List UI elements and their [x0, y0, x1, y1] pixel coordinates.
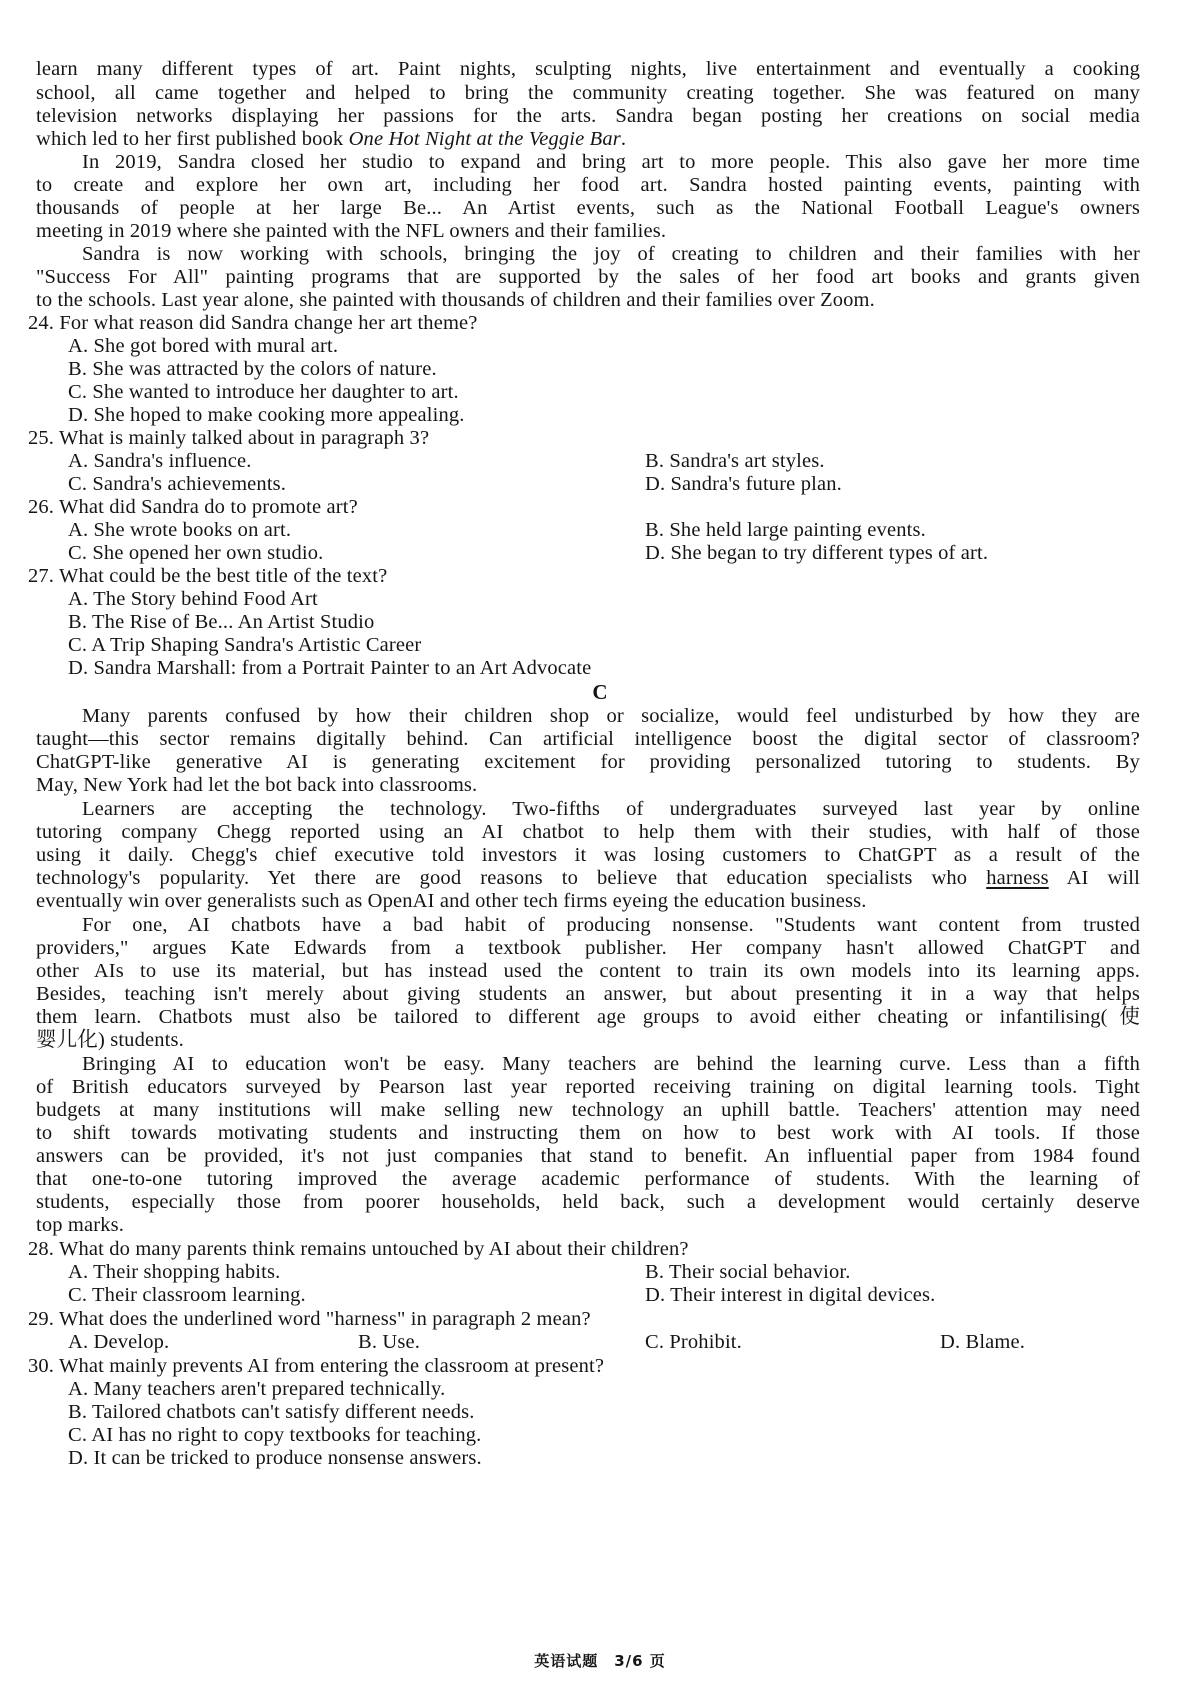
passage-line: Many parents confused by how their children shop or socialize, would feel undisturbed by how they are — [82, 705, 1140, 727]
question-24 — [28, 311, 1132, 335]
question-26 — [28, 495, 1132, 519]
passage-line: Learners are accepting the technology. Two-fifths of undergraduates surveyed last year by online — [82, 798, 1140, 820]
option: B. Use. — [358, 1331, 420, 1353]
passage-line: learn many different types of art. Paint nights, sculpting nights, live entertainment and eventually a cooking — [36, 58, 1140, 80]
passage-line: to create and explore her own art, including her food art. Sandra hosted painting events, painting with — [36, 174, 1140, 196]
option: C. Their classroom learning. — [68, 1284, 306, 1306]
line-text: technology's popularity. Yet there are good reasons to believe that education specialists who — [36, 867, 987, 889]
passage-line: them learn. Chatbots must also be tailored to different age groups to avoid either cheating or infantilising(使 — [36, 1006, 1140, 1028]
passage-line: providers," argues Kate Edwards from a textbook publisher. Her company hasn't allowed ChatGPT and — [36, 937, 1140, 959]
passage-line: For one, AI chatbots have a bad habit of producing nonsense. "Students want content from trusted — [82, 914, 1140, 936]
passage-line: using it daily. Chegg's chief executive told investors it was losing customers to ChatGPT as a result of the — [36, 844, 1140, 866]
question-stem: What is mainly talked about in paragraph 3? — [58, 427, 430, 449]
question-stem: What does the underlined word "harness" in paragraph 2 mean? — [58, 1308, 591, 1330]
question-stem: What mainly prevents AI from entering the classroom at present? — [58, 1355, 605, 1377]
passage-line: 婴儿化) students. — [36, 1029, 184, 1051]
question-number: 30. — [28, 1355, 55, 1377]
passage-line: that one-to-one tutoring improved the average academic performance of students. With the learning of — [36, 1168, 1140, 1190]
passage-line: Besides, teaching isn't merely about giving students an answer, but about presenting it in a way that helps — [36, 983, 1140, 1005]
option: B. She held large painting events. — [645, 519, 926, 541]
passage-line — [36, 127, 1140, 151]
passage-line: thousands of people at her large Be... An Artist events, such as the National Football League's owners — [36, 197, 1140, 219]
option: C. AI has no right to copy textbooks for teaching. — [68, 1424, 482, 1446]
line-text: AI will — [1048, 867, 1141, 889]
question-stem: What did Sandra do to promote art? — [58, 496, 358, 518]
option: D. Sandra's future plan. — [645, 473, 842, 495]
passage-line: May, New York had let the bot back into classrooms. — [36, 774, 478, 796]
passage-line: budgets at many institutions will make selling new technology an uphill battle. Teachers' attention may need — [36, 1099, 1140, 1121]
question-number: 27. — [28, 565, 55, 587]
passage-line: to the schools. Last year alone, she painted with thousands of children and their families over Zoom. — [36, 289, 875, 311]
question-stem: What could be the best title of the text? — [58, 565, 388, 587]
option: A. Many teachers aren't prepared technically. — [68, 1378, 446, 1400]
underlined-word-harness: harness — [986, 867, 1049, 889]
option: B. She was attracted by the colors of nature. — [68, 358, 437, 380]
question-number: 26. — [28, 496, 55, 518]
option: D. It can be tricked to produce nonsense answers. — [68, 1447, 482, 1469]
option: D. She began to try different types of art. — [645, 542, 989, 564]
passage-line: meeting in 2019 where she painted with the NFL owners and their families. — [36, 220, 667, 242]
question-30 — [28, 1354, 1132, 1378]
option: A. Develop. — [68, 1331, 170, 1353]
section-heading: C — [592, 680, 608, 704]
passage-line: In 2019, Sandra closed her studio to expand and bring art to more people. This also gave her more time — [82, 151, 1140, 173]
question-25 — [28, 426, 1132, 450]
line-text: . — [620, 128, 627, 150]
option: C. She opened her own studio. — [68, 542, 324, 564]
option: D. Sandra Marshall: from a Portrait Painter to an Art Advocate — [68, 657, 592, 679]
option: B. Sandra's art styles. — [645, 450, 825, 472]
passage-line: other AIs to use its material, but has instead used the content to train its own models into its learning apps. — [36, 960, 1140, 982]
page-footer: 英语试题 3/6 页 — [534, 1652, 666, 1670]
option: C. Sandra's achievements. — [68, 473, 287, 495]
option: D. She hoped to make cooking more appealing. — [68, 404, 465, 426]
passage-line: ChatGPT-like generative AI is generating excitement for providing personalized tutoring to students. By — [36, 751, 1140, 773]
passage-line: Sandra is now working with schools, bringing the joy of creating to children and their families with her — [82, 243, 1140, 265]
question-27 — [28, 564, 1132, 588]
passage-line: top marks. — [36, 1214, 125, 1236]
option: A. The Story behind Food Art — [68, 588, 318, 610]
option: C. She wanted to introduce her daughter to art. — [68, 381, 459, 403]
passage-line: students, especially those from poorer households, held back, such a development would certainly deserve — [36, 1191, 1140, 1213]
question-29 — [28, 1307, 1132, 1331]
question-number: 24. — [28, 312, 55, 334]
book-title: One Hot Night at the Veggie Bar — [348, 128, 621, 150]
line-text: which led to her first published book — [36, 128, 349, 150]
option: C. Prohibit. — [645, 1331, 742, 1353]
option: B. Tailored chatbots can't satisfy different needs. — [68, 1401, 475, 1423]
question-28 — [28, 1237, 1132, 1261]
option: A. Their shopping habits. — [68, 1261, 281, 1283]
passage-line: Bringing AI to education won't be easy. Many teachers are behind the learning curve. Less than a fifth — [82, 1053, 1140, 1075]
passage-line: television networks displaying her passions for the arts. Sandra began posting her creations on social media — [36, 105, 1140, 127]
passage-line — [36, 866, 1140, 890]
passage-line: tutoring company Chegg reported using an AI chatbot to help them with their studies, with half of those — [36, 821, 1140, 843]
passage-line: of British educators surveyed by Pearson last year reported receiving training on digital learning tools. Tight — [36, 1076, 1140, 1098]
passage-line: answers can be provided, it's not just companies that stand to benefit. An influential paper from 1984 found — [36, 1145, 1140, 1167]
option: A. She got bored with mural art. — [68, 335, 339, 357]
question-number: 25. — [28, 427, 55, 449]
passage-line: to shift towards motivating students and instructing them on how to best work with AI tools. If those — [36, 1122, 1140, 1144]
option: A. Sandra's influence. — [68, 450, 252, 472]
option: A. She wrote books on art. — [68, 519, 292, 541]
passage-line: school, all came together and helped to bring the community creating together. She was featured on many — [36, 82, 1140, 104]
passage-line: taught—this sector remains digitally behind. Can artificial intelligence boost the digital sector of classroom? — [36, 728, 1140, 750]
question-number: 28. — [28, 1238, 55, 1260]
option: D. Their interest in digital devices. — [645, 1284, 936, 1306]
question-stem: What do many parents think remains untouched by AI about their children? — [58, 1238, 689, 1260]
option: B. The Rise of Be... An Artist Studio — [68, 611, 375, 633]
option: D. Blame. — [940, 1331, 1026, 1353]
question-number: 29. — [28, 1308, 55, 1330]
question-stem: For what reason did Sandra change her art theme? — [59, 312, 478, 334]
passage-line: eventually win over generalists such as OpenAI and other tech firms eyeing the education business. — [36, 890, 867, 912]
option: B. Their social behavior. — [645, 1261, 851, 1283]
option: C. A Trip Shaping Sandra's Artistic Career — [68, 634, 422, 656]
passage-line: "Success For All" painting programs that are supported by the sales of her food art books and grants given — [36, 266, 1140, 288]
